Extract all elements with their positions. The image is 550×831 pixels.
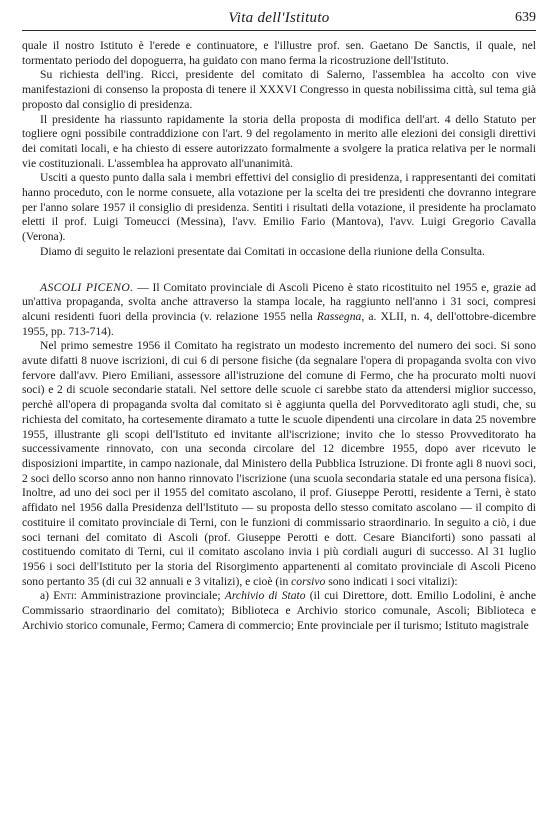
paragraph-election: Usciti a questo punto dalla sala i membri effettivi del consiglio di presidenza, i rappresentanti dei comitati hanno proceduto, con le norme consuete, alla votazione per la scelta dei tre presidenti che dovranno integrare per l'anno solare 1957 il consiglio di presidenza. Sentiti i risultati della votazione, il presidente ha proclamato eletti il prof. Luigi Tomeucci (Messina), l'avv. Emilio Fario (Mantova), l'avv. Luigi Gregorio Cavalla (Verona). [22, 171, 536, 244]
enti-text-a: : Amministrazione provinciale; [73, 589, 225, 603]
archivio-di-stato: Archivio di Stato [224, 589, 306, 603]
enti-text-b: (il cui Direttore, dott. Emilio Lodolini, è anche Commissario straordinario del comitato); Biblioteca e Archivio storico comunale, Ascoli; Biblioteca e Archivio storico comunale, Fermo; Camera di commercio; Ente provinciale per il turismo; Istituto magistrale [22, 589, 537, 632]
paragraph-ascoli-intro [22, 281, 536, 340]
ascoli-intro-end: , a. XLII, n. 4, dell'ottobre-dicembre 1955, pp. 713-714). [22, 309, 536, 338]
enti-label: Enti [53, 589, 74, 603]
paragraph-salerno-congress: Su richiesta dell'ing. Ricci, presidente del comitato di Salerno, l'assemblea ha accolto con vive manifestazioni di consenso la proposta di tenere il XXXVI Congresso in questa nobilissima città, sul tema già proposto dal consiglio di presidenza. [22, 68, 536, 111]
paragraph-statute-amendment: Il presidente ha riassunto rapidamente la storia della proposta di modifica dell'art. 4 dello Statuto per togliere ogni possibile contraddizione con l'art. 9 del regolamento in merito alle elezioni dei consigli direttivi dei comitati locali, e ha chiesto di essere autorizzato formalmente a svolgere la pratica relativa per le normali vie costituzionali. L'assemblea ha approvato all'unanimità. [22, 112, 536, 170]
body-text [22, 39, 536, 633]
ascoli-members-end: sono indicati i soci vitalizi): [325, 574, 458, 588]
paragraph-enti-list [22, 589, 536, 633]
paragraph-continuation: quale il nostro Istituto è l'erede e continuatore, e l'illustre prof. sen. Gaetano De Sanctis, il quale, nel tormentato periodo del dopoguerra, ha guidato con mano ferma la ricostruzione dell'Istituto. [22, 39, 536, 67]
journal-title: Rassegna [316, 309, 362, 323]
running-title: Vita dell'Istituto [228, 10, 330, 26]
list-label: a) [40, 589, 54, 603]
paragraph-reports-intro: Diamo di seguito le relazioni presentate dai Comitati in occasione della riunione della Consulta. [40, 244, 485, 258]
paragraph-ascoli-members [22, 339, 536, 589]
ascoli-members-text: Nel primo semestre 1956 il Comitato ha registrato un modesto incremento del numero dei soci. Si sono avute difatti 8 nuove iscrizioni, di cui 6 di persone fisiche (da segnalare l'opera di propaganda svolta con vivo fervore dall'avv. Piero Emiliani, assessore all'istruzione del comune di Fermo, che ha procurato molti nuovi soci) e 2 di scuole secondarie statali. Nel settore delle scuole ci sarebbe stato da attendersi miglior successo, perchè all'opera di propaganda svolta dal comitato si è aggiunta quella del Porvveditorato agli studi, che, su richiesta del comitato, ha cortesemente diramato a tutte le scuole dipendenti una circolare in data 25 novembre 1955, illustrante gli scopi dell'Istituto ed invitante all'iscrizione; invito che lo stesso Provveditorato ha successivamente rinnovato, con una seconda circolare del 12 dicembre 1955, dopo aver ricevuto le disposizioni impartite, in campo nazionale, dal Ministero della Pubblica Istruzione. Di fronte agli 8 nuovi soci, 2 soci dello scorso anno non hanno rinnovato l'iscrizione (una scuola secondaria statale ed una persona fisica). Inoltre, ad uno dei soci per il 1955 del comitato ascolano, il prof. Giuseppe Perotti, residente a Terni, è stato affidato nel 1956 dalla Presidenza dell'Istituto — su proposta dello stesso comitato ascolano — il compito di costituire il comitato provinciale di Terni, con le funzioni di commissario straordinario. In seguito a ciò, i due soci ternani del comitato di Ascoli (prof. Giuseppe Perotti e dott. Cesare Bianciforti) sono passati al costituendo comitato di Terni, cui il comitato ascolano invia i più cordiali auguri di successo. Al 31 luglio 1956 i soci dell'Istituto per la storia del Risorgimento appartenenti al comitato provinciale di Ascoli Piceno sono pertanto 35 (di cui 32 annuali e 3 vitalizi), e cioè (in [22, 339, 536, 588]
italic-word: corsivo [291, 574, 326, 588]
section-gap [22, 260, 536, 281]
page-header [22, 8, 536, 31]
section-heading-ascoli: ASCOLI PICENO. [40, 280, 134, 294]
ascoli-intro-text: — Il Comitato provinciale di Ascoli Piceno è stato ricostituito nel 1955 e, grazie ad un'attiva propaganda, svolta anche attraverso la stampa locale, ha raggiunto nell'anno i 31 soci, compresi alcuni residenti fuori della provincia (v. relazione 1955 nella [22, 280, 536, 323]
page-number: 639 [515, 10, 536, 25]
